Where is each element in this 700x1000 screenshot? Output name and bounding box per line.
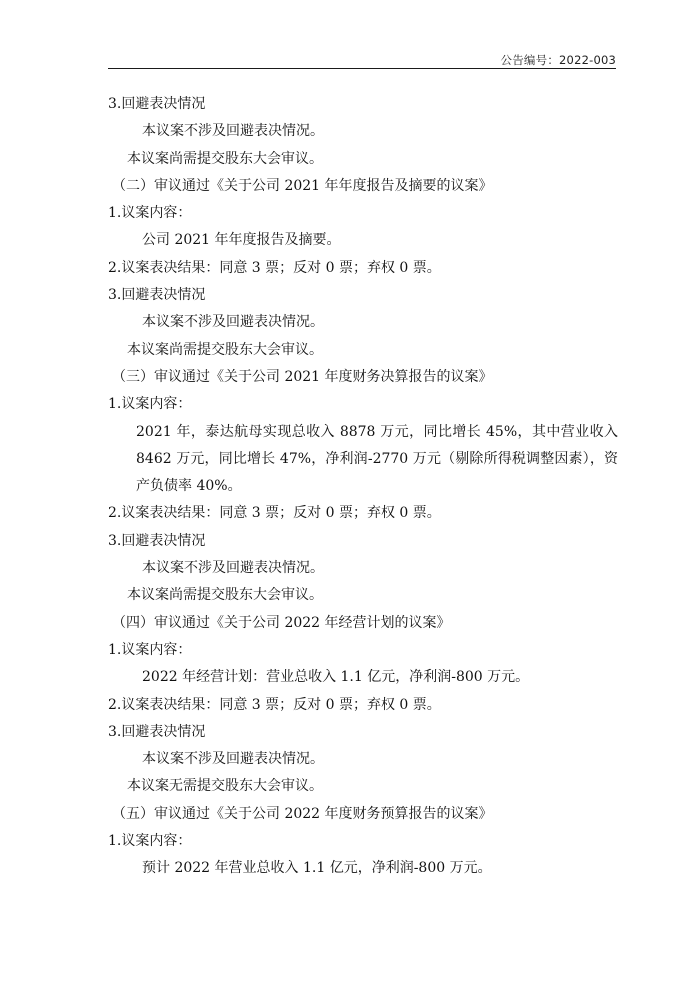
- document-body: [108, 91, 618, 883]
- numbered-item: 3.回避表决情况: [108, 96, 206, 112]
- body-paragraph: 2021 年，泰达航母实现总收入 8878 万元，同比增长 45%，其中营业收入 8462 万元，同比增长 47%，净利润-2770 万元（剔除所得税调整因素），资产负债率 40%。: [136, 423, 618, 495]
- section-heading: （五）审议通过《关于公司 2022 年度财务预算报告的议案》: [112, 805, 493, 822]
- body-line: 本议案尚需提交股东大会审议。: [127, 341, 323, 358]
- section-heading: （四）审议通过《关于公司 2022 年经营计划的议案》: [112, 614, 451, 631]
- numbered-item: 3.回避表决情况: [108, 287, 206, 304]
- numbered-item: 2.议案表决结果：同意 3 票；反对 0 票；弃权 0 票。: [108, 259, 441, 276]
- body-line: 本议案不涉及回避表决情况。: [142, 123, 324, 140]
- body-line: 本议案不涉及回避表决情况。: [142, 560, 324, 577]
- body-line: 本议案无需提交股东大会审议。: [127, 778, 323, 795]
- body-line: 本议案不涉及回避表决情况。: [142, 314, 324, 331]
- header-divider: [108, 68, 616, 69]
- body-line: 2022 年经营计划：营业总收入 1.1 亿元，净利润-800 万元。: [142, 669, 530, 686]
- numbered-item: 1.议案内容：: [108, 641, 192, 658]
- numbered-item: 2.议案表决结果：同意 3 票；反对 0 票；弃权 0 票。: [108, 505, 441, 522]
- numbered-item: 1.议案内容：: [108, 833, 192, 850]
- announcement-number: 公告编号：2022-003: [500, 53, 616, 67]
- body-line: 本议案尚需提交股东大会审议。: [127, 587, 323, 604]
- section-heading: （二）审议通过《关于公司 2021 年年度报告及摘要的议案》: [112, 177, 493, 194]
- body-line: 本议案不涉及回避表决情况。: [142, 751, 324, 768]
- numbered-item: 3.回避表决情况: [108, 532, 206, 549]
- body-line: 本议案尚需提交股东大会审议。: [127, 150, 323, 167]
- numbered-item: 2.议案表决结果：同意 3 票；反对 0 票；弃权 0 票。: [108, 696, 441, 713]
- numbered-item: 1.议案内容：: [108, 205, 192, 222]
- numbered-item: 1.议案内容：: [108, 396, 192, 413]
- section-heading: （三）审议通过《关于公司 2021 年度财务决算报告的议案》: [112, 368, 493, 385]
- body-line: 公司 2021 年年度报告及摘要。: [142, 232, 341, 249]
- numbered-item: 3.回避表决情况: [108, 723, 206, 740]
- body-line: 预计 2022 年营业总收入 1.1 亿元，净利润-800 万元。: [142, 860, 492, 877]
